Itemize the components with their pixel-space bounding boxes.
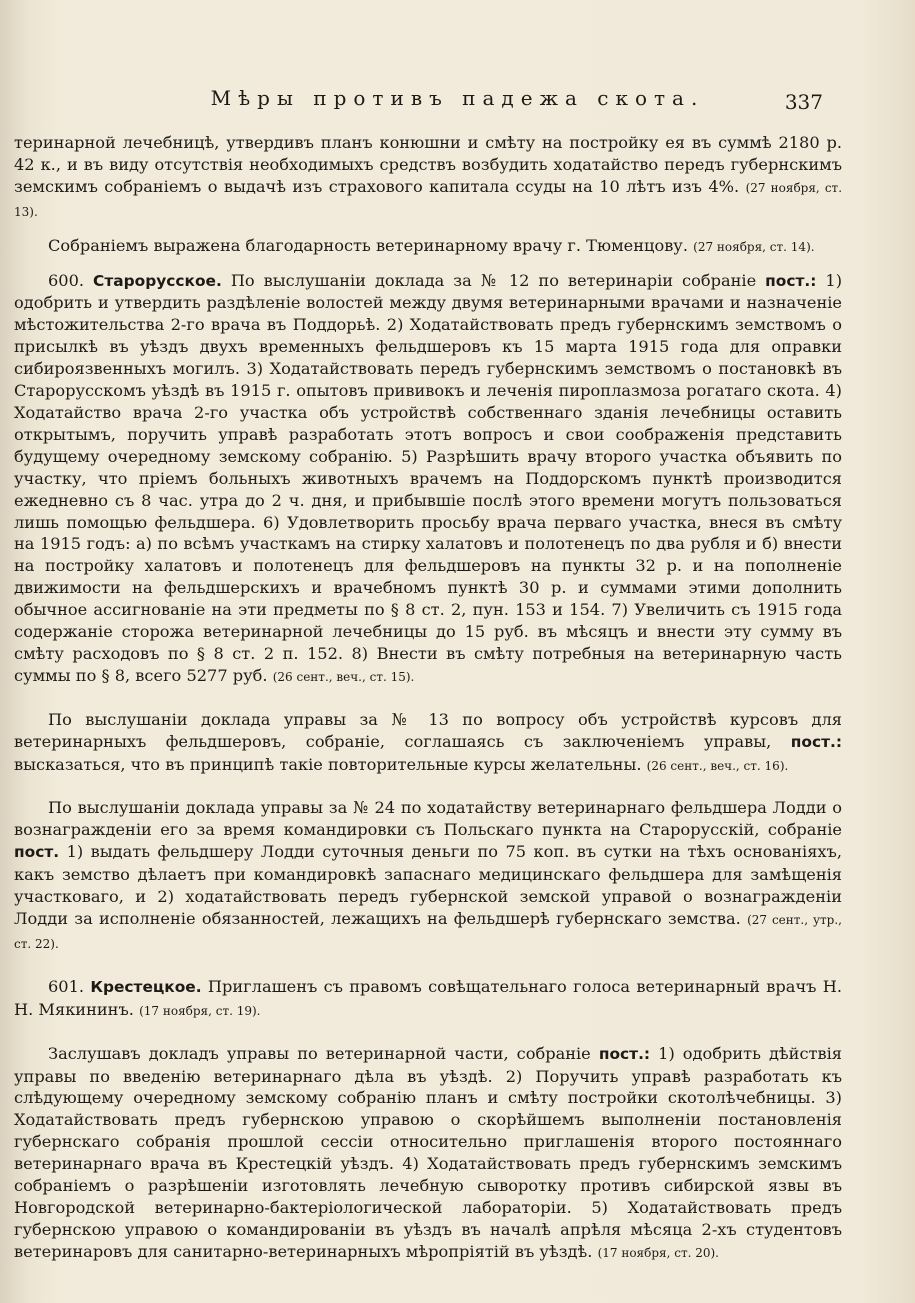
paragraph-text: теринарной лечебницѣ, утвердивъ планъ конюшни и смѣту на постройку ея въ суммѣ 2180 р. 42 к., и въ виду отсутствія необходимыхъ средствъ возбудить ходатайство передъ губернскимъ земскимъ собраніемъ о выдачѣ изъ страхового капитала ссуды на 10 лѣтъ изъ 4%. [14,133,842,196]
paragraph-text: 1) одобрить и утвердить раздѣленіе волостей между двумя ветеринарными врачами и назначеніе мѣстожительства 2-го врача въ Поддорьѣ. 2) Ходатайствовать предъ губернскимъ земствомъ о присылкѣ въ уѣздъ двухъ временныхъ фельдшеровъ къ 15 марта 1915 года для оправки сибироязвенныхъ могилъ. 3) Ходатайствовать передъ губернскимъ земствомъ о постановкѣ въ Старорусскомъ уѣздѣ въ 1915 г. опытовъ прививокъ и леченія пироплазмоза рогатаго скота. 4) Ходатайство врача 2-го участка объ устройствѣ собственнаго зданія лечебницы оставить открытымъ, поручить управѣ разработать этотъ вопросъ и свои соображенія представить будущему очередному земскому собранію. 5) Разрѣшить врачу второго участка объявить по участку, что пріемъ больныхъ животныхъ врачемъ на Поддорскомъ пунктѣ производится ежедневно съ 8 час. утра до 2 ч. дня, и прибывшіе послѣ этого времени могутъ пользоваться лишь помощью фельдшера. 6) Удовлетворить просьбу врача перваго участка, внеся въ смѣту на 1915 годъ: а) по всѣмъ участкамъ на стирку халатовъ и полотенецъ по два рубля и б) внести на постройку халатовъ и полотенецъ для фельдшеровъ на пункты 32 р. и на пополненіе движимости на фельдшерскихъ и врачебномъ пунктѣ 30 р. и суммами этими дополнить обычное ассигнованіе на эти предметы по § 8 ст. 2, пун. 153 и 154. 7) Увеличить съ 1915 года содержаніе сторожа ветеринарной лечебницы до 15 руб. въ мѣсяцъ и внести эту сумму въ смѣту расходовъ по § 8 ст. 2 п. 152. 8) Внести въ смѣту потребныя на ветеринарную часть суммы по § 8, всего 5277 руб. [14,270,843,685]
paragraph-text: По выслушаніи доклада за № 12 по ветеринаріи собраніе [230,270,757,290]
paragraph-text: По выслушаніи доклада управы за № 24 по ходатайству ветеринарнаго фельдшера Лодди о вознагражденіи его за время командировки съ Польскаго пункта на Старорусскій, собраніе [14,798,842,840]
resolution-marker: пост.: [790,732,842,751]
paragraph-600 [14,270,842,689]
citation: (17 ноября, ст. 19). [139,1003,261,1018]
paragraph-text: 1) выдать фельдшеру Лодди суточныя деньги по 75 коп. въ сутки на тѣхъ основаніяхъ, какъ земство дѣлаетъ при командировкѣ запаснаго медицинскаго фельдшера для замѣщенія участковаго, и 2) ходатайствовать передъ губернской земской управой о вознагражденіи Лодди за исполненіе обязанностей, лежащихъ на фельдшерѣ губернскаго земства. [14,842,842,928]
paragraph-text: 1) одобрить дѣйствія управы по введенію ветеринарнаго дѣла въ уѣздѣ. 2) Поручить управѣ разработать къ слѣдующему очередному земскому собранію планъ и смѣту постройки скотолѣчебницы. 3) Ходатайствовать предъ губернскою управою о скорѣйшемъ выполненіи постановленія губернскаго собранія прошлой сессіи относительно приглашенія второго постояннаго ветеринарнаго врача въ Крестецкій уѣздъ. 4) Ходатайствовать предъ губернскимъ земскимъ собраніемъ о разрѣшеніи изготовлять лечебную сыворотку противъ сибирской язвы въ Новгородской ветеринарно-бактеріологической лабораторіи. 5) Ходатайствовать предъ губернскою управою о командированіи въ уѣздъ въ началѣ апрѣля мѣсяца 2-хъ студентовъ ветеринаровъ для санитарно-ветеринарныхъ мѣропріятій въ уѣздѣ. [14,1043,842,1261]
section-name: Старорусское. [93,271,222,290]
section-name: Крестецкое. [90,977,202,996]
resolution-marker: пост. [14,843,60,862]
resolution-marker: пост.: [765,271,817,290]
citation: (27 сент., утр., ст. 22). [14,913,842,951]
paragraph-loddi [14,797,842,955]
citation: (26 сент., веч., ст. 16). [646,758,789,773]
citation: (27 ноября, ст. 14). [693,239,815,254]
body-text [14,132,842,1265]
resolution-marker: пост.: [598,1044,651,1063]
paragraph-text: По выслушаніи доклада управы за № 13 по вопросу объ устройствѣ курсовъ для ветеринарныхъ фельдшеровъ, собраніе, соглашаясь съ заключеніемъ управы, [14,709,842,751]
citation: (26 сент., веч., ст. 15). [272,669,415,684]
page-header [14,86,901,120]
paragraph-1 [14,132,842,224]
citation: (17 ноября, ст. 20). [597,1245,719,1260]
page-number: 337 [784,90,823,114]
paragraph-text: Собраніемъ выражена благодарность ветеринарному врачу г. Тюменцову. [48,235,688,255]
paragraph-text: высказаться, что въ принципѣ такіе повторительные курсы желательны. [14,754,642,774]
paragraph-601 [14,976,842,1023]
paragraph-text: Заслушавъ докладъ управы по ветеринарной части, собраніе [48,1043,591,1063]
section-number: 600. [48,270,85,290]
paragraph-courses [14,709,842,778]
citation: (27 ноября, ст. 13). [14,180,843,219]
section-number: 601. [48,976,85,996]
paragraph-2 [14,235,842,259]
paragraph-krestetskoe-report [14,1043,842,1265]
running-head: Мѣры противъ падежа скота. [210,86,705,110]
paragraph-text: Приглашенъ съ правомъ совѣщательнаго голоса ветеринарный врачъ Н. Н. Мякининъ. [14,976,843,1019]
